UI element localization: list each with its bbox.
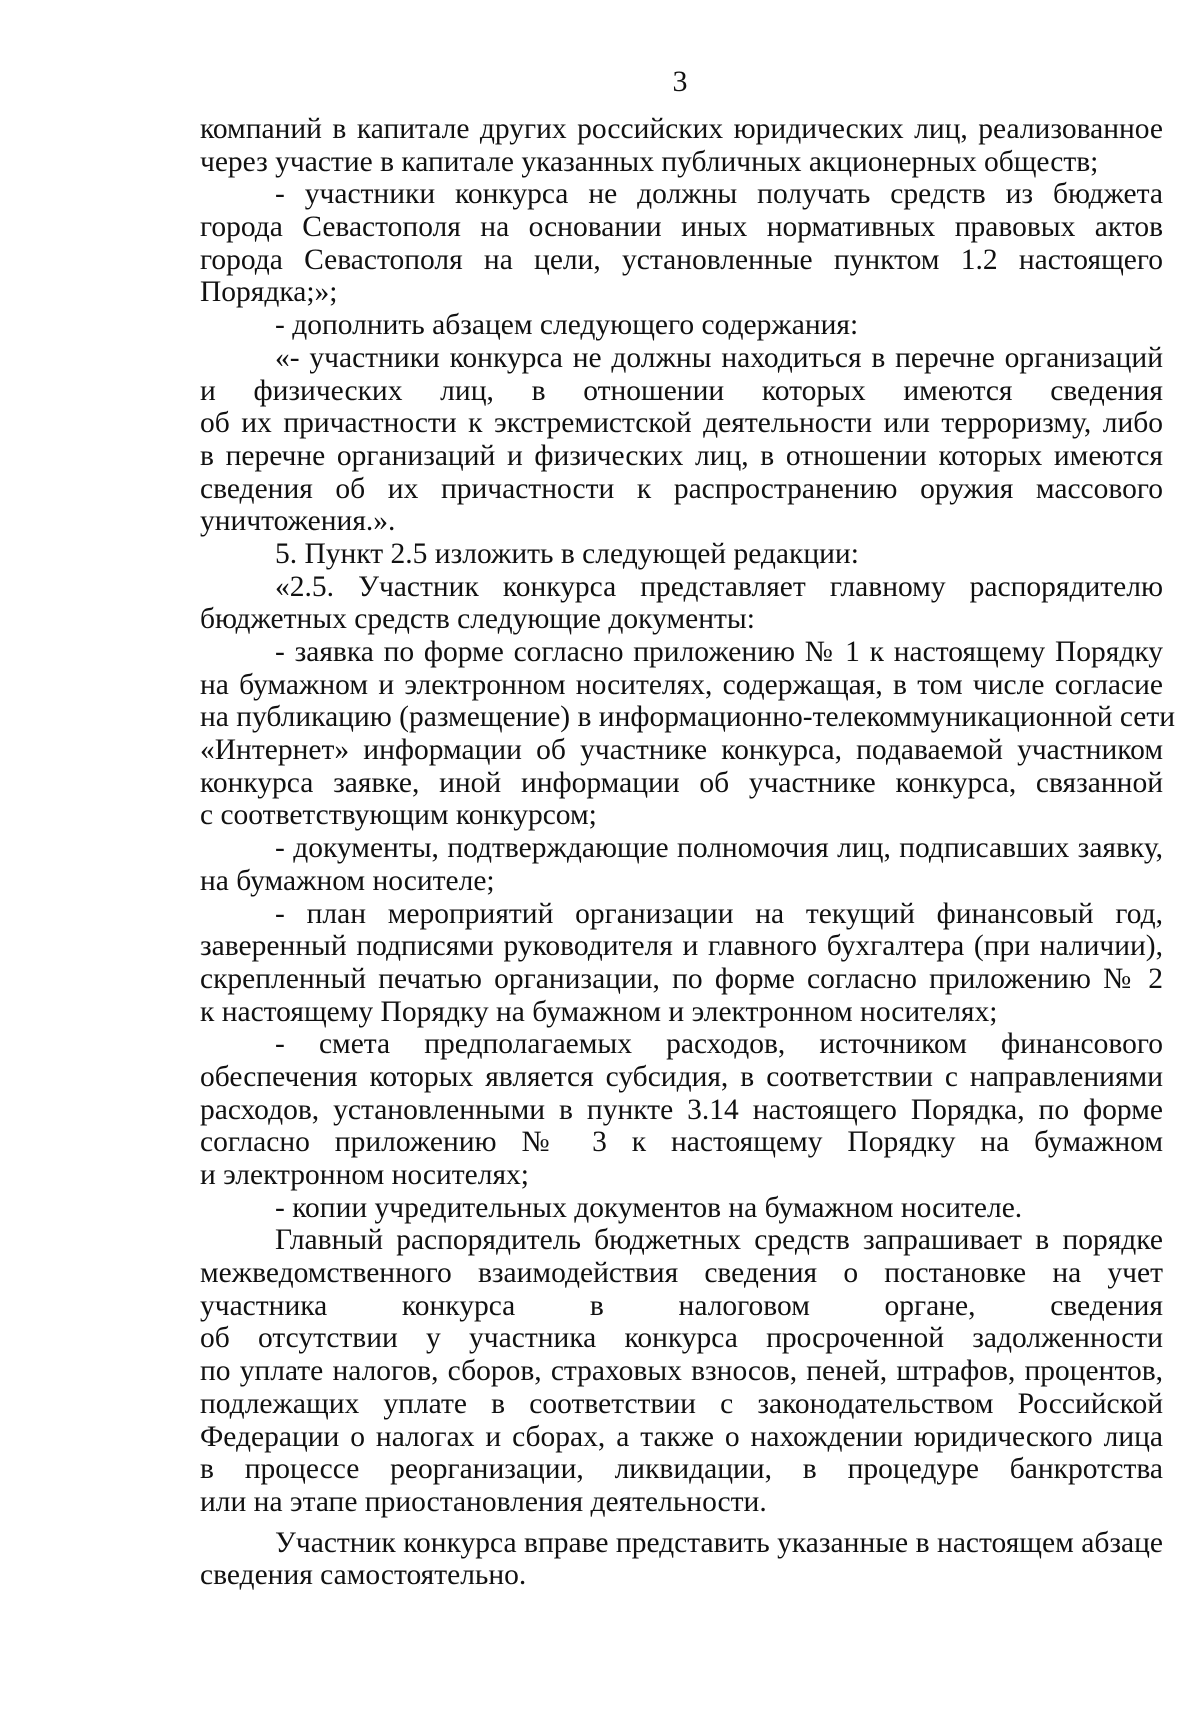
text-line: - копии учредительных документов на бумажном носителе.	[275, 1191, 1023, 1224]
text-line: Федерации о налогах и сборах, а также о нахождении юридического лица	[200, 1420, 1163, 1453]
text-line: и физических лиц, в отношении которых имеются сведения	[200, 374, 1163, 407]
text-line: обеспечения которых является субсидия, в соответствии с направлениями	[200, 1060, 1163, 1093]
text-line: «Интернет» информации об участнике конкурса, подаваемой участником	[200, 734, 1163, 767]
text-line: об их причастности к экстремистской деятельности или терроризму, либо	[200, 407, 1163, 440]
text-line: и электронном носителях;	[200, 1159, 529, 1191]
text-line: согласно приложению № 3 к настоящему Порядку на бумажном	[200, 1126, 1163, 1159]
text-line: города Севастополя на цели, установленные пунктом 1.2 настоящего	[200, 243, 1163, 276]
text-line: в перечне организаций и физических лиц, в отношении которых имеются	[200, 439, 1163, 472]
text-line: подлежащих уплате в соответствии с законодательством Российской	[200, 1387, 1163, 1420]
text-line: бюджетных средств следующие документы:	[200, 603, 755, 636]
text-line: - заявка по форме согласно приложению № 1 к настоящему Порядку	[275, 636, 1163, 668]
text-line: заверенный подписями руководителя и главного бухгалтера (при наличии),	[200, 930, 1163, 963]
text-line: межведомственного взаимодействия сведения о постановке на учет	[200, 1257, 1163, 1290]
text-line: уничтожения.».	[200, 505, 396, 538]
text-line: на бумажном носителе;	[200, 864, 495, 897]
text-line: Участник конкурса вправе представить указанные в настоящем абзаце	[275, 1526, 1163, 1559]
text-line: сведения об их причастности к распространению оружия массового	[200, 472, 1163, 505]
text-line: 5. Пункт 2.5 изложить в следующей редакции:	[275, 537, 859, 570]
text-line: конкурса заявке, иной информации об участнике конкурса, связанной	[200, 766, 1163, 799]
text-line: к настоящему Порядку на бумажном и электронном носителях;	[200, 995, 998, 1028]
text-line: Главный распорядитель бюджетных средств запрашивает в порядке	[275, 1224, 1163, 1257]
text-line: города Севастополя на основании иных нормативных правовых актов	[200, 211, 1163, 244]
text-line: - дополнить абзацем следующего содержания:	[275, 309, 859, 342]
text-line: «- участники конкурса не должны находиться в перечне организаций	[275, 341, 1163, 374]
text-line: участника конкурса в налоговом органе, сведения	[200, 1289, 1163, 1322]
text-line: по уплате налогов, сборов, страховых взносов, пеней, штрафов, процентов,	[200, 1355, 1163, 1388]
page-number: 3	[672, 65, 688, 98]
text-line: «2.5. Участник конкурса представляет главному распорядителю	[275, 570, 1163, 603]
text-line: - план мероприятий организации на текущий финансовый год,	[275, 897, 1163, 930]
text-line: с соответствующим конкурсом;	[200, 799, 597, 832]
text-line: через участие в капитале указанных публичных акционерных обществ;	[200, 145, 1099, 178]
text-line: в процессе реорганизации, ликвидации, в процедуре банкротства	[200, 1453, 1163, 1486]
text-line: сведения самостоятельно.	[200, 1559, 527, 1592]
text-line: или на этапе приостановления деятельности.	[200, 1485, 767, 1518]
text-line: - участники конкурса не должны получать средств из бюджета	[275, 178, 1163, 211]
text-line: скрепленный печатью организации, по форме согласно приложению № 2	[200, 962, 1163, 995]
text-line: Порядка;»;	[200, 276, 338, 309]
document-body	[200, 113, 1176, 1592]
text-line: компаний в капитале других российских юридических лиц, реализованное	[200, 113, 1163, 145]
text-line: на бумажном и электронном носителях, содержащая, в том числе согласие	[200, 668, 1163, 701]
text-line: расходов, установленными в пункте 3.14 настоящего Порядка, по форме	[200, 1093, 1163, 1126]
text-line: - документы, подтверждающие полномочия лиц, подписавших заявку,	[275, 832, 1163, 865]
text-line: на публикацию (размещение) в информационно-телекоммуникационной сети	[200, 701, 1176, 734]
text-line: об отсутствии у участника конкурса просроченной задолженности	[200, 1322, 1163, 1355]
text-line: - смета предполагаемых расходов, источником финансового	[275, 1028, 1163, 1061]
